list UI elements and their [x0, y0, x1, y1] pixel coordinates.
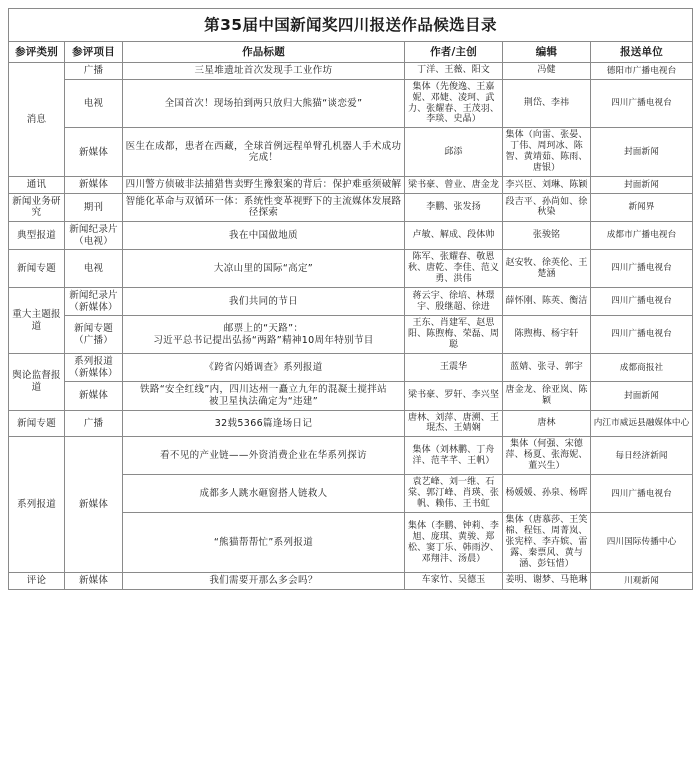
table-row — [9, 177, 693, 194]
cell-category: 新闻专题 — [9, 410, 65, 437]
cell-item: 新媒体 — [65, 573, 123, 590]
cell-editor: 陈煦梅、杨宇轩 — [503, 316, 591, 354]
cell-author: 邱添 — [405, 128, 503, 177]
cell-item: 系列报道（新媒体） — [65, 354, 123, 382]
cell-editor: 赵安牧、徐英伦、王楚涵 — [503, 250, 591, 288]
cell-unit: 四川广播电视台 — [591, 316, 693, 354]
page-title: 第35届中国新闻奖四川报送作品候选目录 — [9, 9, 693, 42]
cell-work-title: 全国首次！现场拍到两只放归大熊猫“谈恋爱” — [123, 79, 405, 128]
cell-editor: 李兴臣、刘琳、陈颖 — [503, 177, 591, 194]
cell-unit: 成都商报社 — [591, 354, 693, 382]
cell-author: 梁书豪、罗轩、李兴坚 — [405, 382, 503, 410]
cell-unit: 封面新闻 — [591, 177, 693, 194]
table-row — [9, 288, 693, 316]
cell-work-title: 三星堆遗址首次发现手工业作坊 — [123, 63, 405, 80]
cell-category: 舆论监督报道 — [9, 354, 65, 410]
cell-unit: 四川广播电视台 — [591, 288, 693, 316]
cell-category: 新闻业务研究 — [9, 193, 65, 221]
cell-item: 新闻专题（广播） — [65, 316, 123, 354]
cell-work-title: 《跨省闪婚调查》系列报道 — [123, 354, 405, 382]
cell-item: 新媒体 — [65, 177, 123, 194]
cell-item: 期刊 — [65, 193, 123, 221]
header-unit: 报送单位 — [591, 42, 693, 63]
table-row — [9, 410, 693, 437]
cell-category: 通讯 — [9, 177, 65, 194]
cell-unit: 四川广播电视台 — [591, 475, 693, 513]
cell-work-title: 我们需要开那么多会吗？ — [123, 573, 405, 590]
cell-item: 新媒体 — [65, 128, 123, 177]
cell-unit: 成都市广播电视台 — [591, 222, 693, 250]
cell-work-title: 我在中国做地质 — [123, 222, 405, 250]
cell-category: 消息 — [9, 63, 65, 177]
cell-work-title: “熊猫帮帮忙”系列报道 — [123, 513, 405, 573]
cell-editor: 集体（何强、宋德萍、杨夏、张海妮、董兴生） — [503, 437, 591, 475]
table-header-row — [9, 42, 693, 63]
cell-category: 系列报道 — [9, 437, 65, 573]
cell-editor: 蓝婧、张寻、郭宇 — [503, 354, 591, 382]
cell-author: 集体（先俊逸、王嘉妮、邓婕、凌珂、武力、张耀春、王茂羽、李琰、史晶） — [405, 79, 503, 128]
cell-editor: 姜明、谢梦、马艳琳 — [503, 573, 591, 590]
cell-work-title: 四川警方侦破非法捕猎售卖野生豫狠案的背后：保护难亟须破解 — [123, 177, 405, 194]
cell-work-title: 32载5366篇逢场日记 — [123, 410, 405, 437]
cell-author: 唐林、刘萍、唐溯、王琨杰、王婧娴 — [405, 410, 503, 437]
cell-work-title: 医生在成都，患者在西藏，全球首例远程单臂孔机器人手术成功完成！ — [123, 128, 405, 177]
table-row — [9, 437, 693, 475]
cell-unit: 内江市威远县融媒体中心 — [591, 410, 693, 437]
table-row — [9, 316, 693, 354]
cell-work-title: 邮票上的“天路”： 习近平总书记提出弘扬“两路”精神10周年特别节目 — [123, 316, 405, 354]
cell-editor: 唐金龙、徐亚岚、陈颖 — [503, 382, 591, 410]
cell-work-title: 铁路“安全红线”内，四川达州一矗立九年的混凝土搅拌站 被卫星执法确定为“违建” — [123, 382, 405, 410]
table-row — [9, 193, 693, 221]
cell-unit: 四川国际传播中心 — [591, 513, 693, 573]
cell-author: 卢敏、解成、段体帅 — [405, 222, 503, 250]
cell-work-title: 我们共同的节日 — [123, 288, 405, 316]
cell-author: 车家竹、吴德玉 — [405, 573, 503, 590]
cell-author: 丁洋、王薇、阳文 — [405, 63, 503, 80]
header-author: 作者/主创 — [405, 42, 503, 63]
cell-editor: 冯健 — [503, 63, 591, 80]
cell-editor: 薛怀刚、陈英、衡洁 — [503, 288, 591, 316]
cell-author: 集体（李鹏、钟莉、李旭、庞琪、黄骏、郑松、窦丁乐、韩雨汐、邓翔沣、汤晨） — [405, 513, 503, 573]
cell-unit: 每日经济新闻 — [591, 437, 693, 475]
cell-category: 新闻专题 — [9, 250, 65, 288]
cell-unit: 德阳市广播电视台 — [591, 63, 693, 80]
table-row — [9, 573, 693, 590]
cell-editor: 杨媛媛、孙泉、杨晖 — [503, 475, 591, 513]
cell-editor: 集体（唐慕莎、王笑棉、程钰、周菁岚、张宪梓、李卉嫔、雷露、秦票风、黄与涵、彭钰惜） — [503, 513, 591, 573]
cell-item: 新媒体 — [65, 437, 123, 573]
cell-item: 广播 — [65, 63, 123, 80]
cell-unit: 新闻界 — [591, 193, 693, 221]
cell-editor: 集体（向雷、张晏、丁伟、周珂冰、陈智、黄靖茹、陈雨、唐银） — [503, 128, 591, 177]
document-title-row — [9, 9, 693, 42]
cell-unit: 四川广播电视台 — [591, 79, 693, 128]
table-row — [9, 222, 693, 250]
cell-author: 集体（刘林鹏、丁舟洋、范芊芊、王帆） — [405, 437, 503, 475]
header-item: 参评项目 — [65, 42, 123, 63]
cell-author: 王震华 — [405, 354, 503, 382]
cell-author: 袁艺峰、刘一维、石棠、郭汀峰、肖瑛、张帆、赖伟、王书虹 — [405, 475, 503, 513]
table-row — [9, 79, 693, 128]
cell-item: 新闻纪录片（电视） — [65, 222, 123, 250]
header-work-title: 作品标题 — [123, 42, 405, 63]
cell-author: 李鹏、张发扬 — [405, 193, 503, 221]
cell-item: 广播 — [65, 410, 123, 437]
cell-editor: 荆岱、李祎 — [503, 79, 591, 128]
table-row — [9, 382, 693, 410]
cell-work-title: 看不见的产业链——外资消费企业在华系列探访 — [123, 437, 405, 475]
cell-author: 蒋云宇、徐培、林璟宇、殷继超、徐进 — [405, 288, 503, 316]
cell-editor: 段吉平、孙尚如、徐秋染 — [503, 193, 591, 221]
cell-work-title: 成都多人跳水砸窗搭人链救人 — [123, 475, 405, 513]
cell-category: 评论 — [9, 573, 65, 590]
table-row — [9, 354, 693, 382]
cell-item: 电视 — [65, 250, 123, 288]
cell-author: 梁书豪、曾业、唐金龙 — [405, 177, 503, 194]
candidate-catalog-table — [8, 8, 693, 590]
cell-author: 陈军、张耀春、敬恩秋、唐乾、李佳、范义勇、洪伟 — [405, 250, 503, 288]
cell-unit: 封面新闻 — [591, 382, 693, 410]
cell-unit: 四川广播电视台 — [591, 250, 693, 288]
cell-unit: 封面新闻 — [591, 128, 693, 177]
cell-editor: 唐林 — [503, 410, 591, 437]
cell-work-title: 大凉山里的国际“高定” — [123, 250, 405, 288]
cell-author: 王东、肖建军、赵思阳、陈煦梅、荣磊、周聪 — [405, 316, 503, 354]
cell-category: 典型报道 — [9, 222, 65, 250]
cell-category: 重大主题报道 — [9, 288, 65, 354]
cell-unit: 川观新闻 — [591, 573, 693, 590]
cell-item: 电视 — [65, 79, 123, 128]
header-category: 参评类别 — [9, 42, 65, 63]
cell-work-title: 智能化革命与双循环一体：系统性变革视野下的主流媒体发展路径探索 — [123, 193, 405, 221]
cell-editor: 张骏铭 — [503, 222, 591, 250]
table-row — [9, 128, 693, 177]
header-editor: 编辑 — [503, 42, 591, 63]
cell-item: 新闻纪录片（新媒体） — [65, 288, 123, 316]
table-row — [9, 63, 693, 80]
cell-item: 新媒体 — [65, 382, 123, 410]
table-row — [9, 250, 693, 288]
